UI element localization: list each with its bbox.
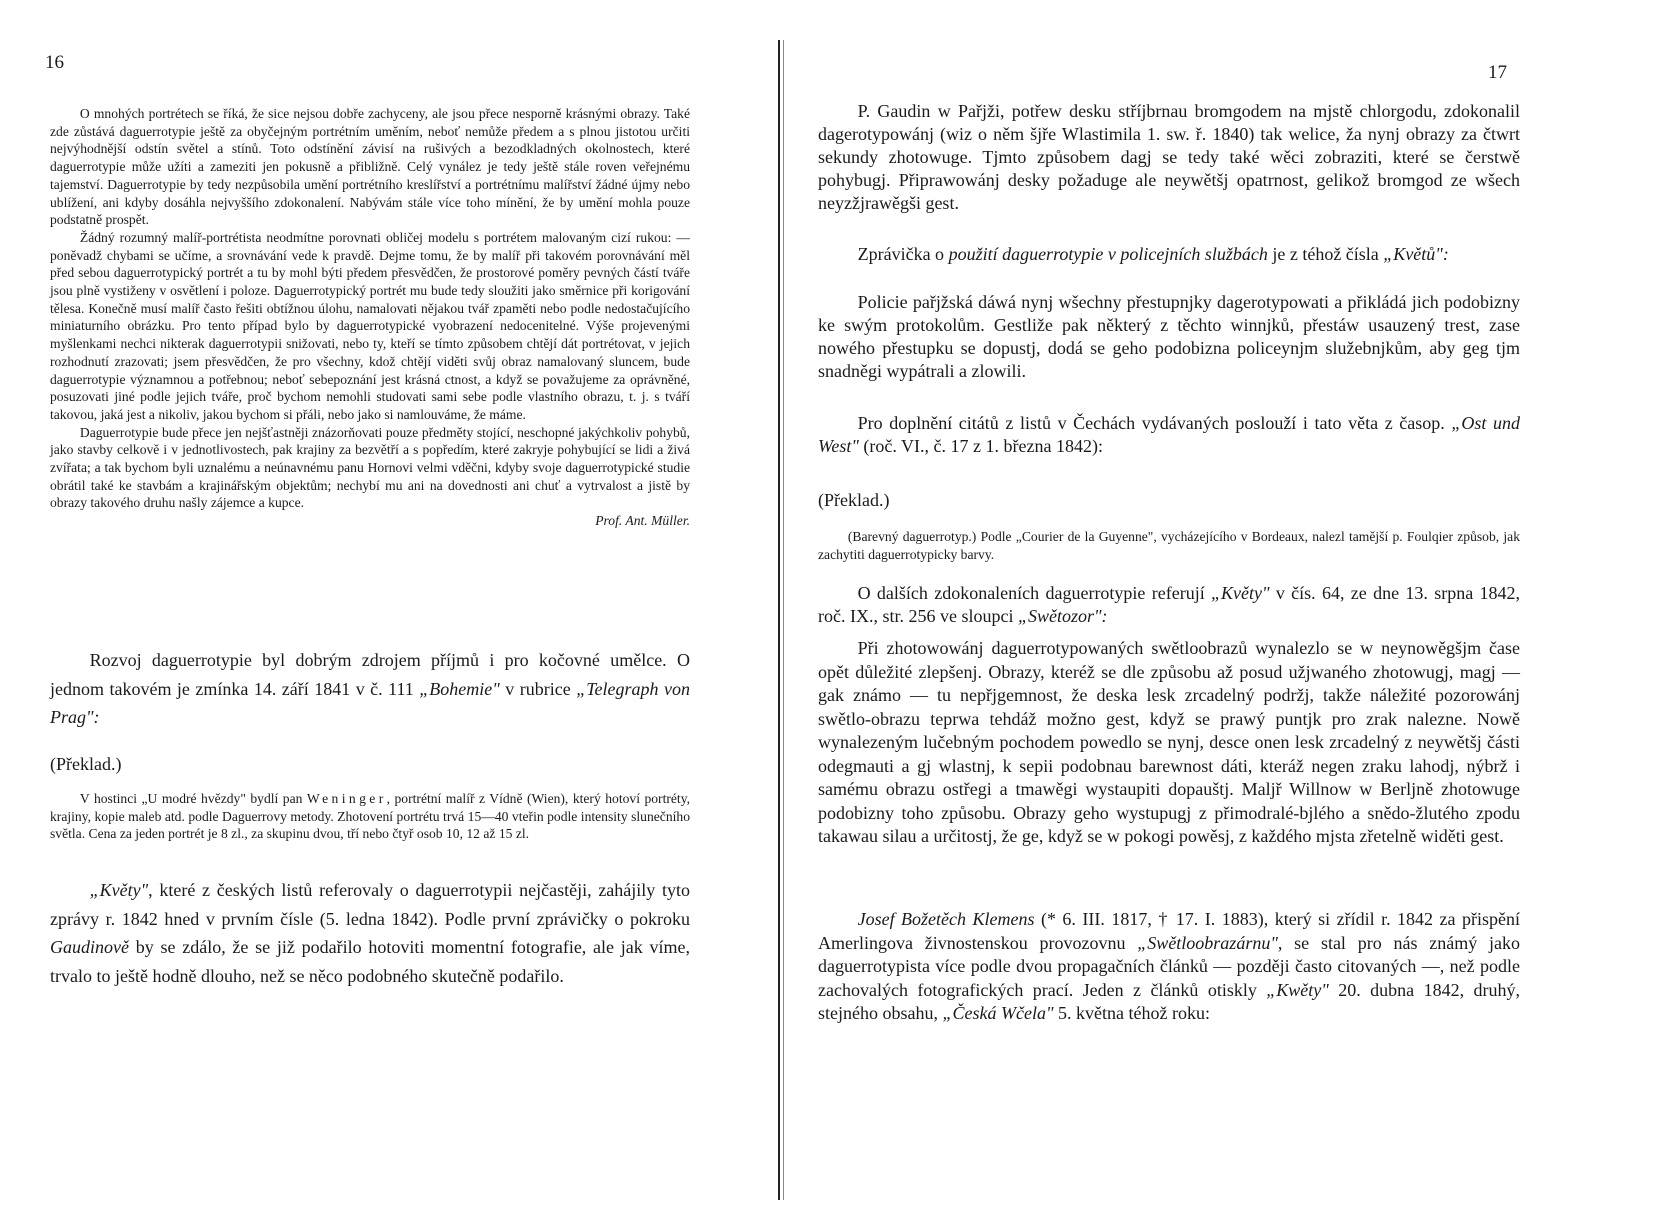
body-paragraph: „Květy", které z českých listů referovaly o daguerrotypii nejčastěji, zahájily tyto zprávy r. 1842 hned v prvním čísle (5. ledna 1842). Podle první zprávičky o pokroku Gaudinově by se zdálo, že se již podařilo hotoviti momentní fotografie, ale jak víme, trvalo to ještě hodně dlouho, než se něco podobného skutečně podařilo. [50,880,690,986]
quote-paragraph: Daguerrotypie bude přece jen nejšťastněji znázorňovati pouze předměty stojící, neschopné jakýchkoliv pohybů, jako stavby celkově i v jednotlivostech, pak krajiny za bezvětří a s popředím, které zakryje pohybující se lidi a živá zvířata; a tak bychom byli uznalému a neúnavnému panu Hornovi velmi vděčni, kdyby svoje daguerrotypické studie obrátil také ke stavbám a krajinářským objektům; nechybí mu ani na dovednosti ani chuť a vytrvalost a jistě by obrazy takového druhu našly zájemce a kupce. [50,424,690,511]
quote-paragraph-swetozor: Při zhotowowánj daguerrotypowaných swětloobrazů wynalezlo se w neynowěgšjm čase opět důležité zlepšenj. Obrazy, kteréž se dle způsobu až posud užjwaného zhotowugj, magj — gak známo — tu nepřjgemnost, že deska lesk zrcadelný podržj, takže náležité pozorowánj swětlo-obrazu teprwa tehdáž možno gest, když se prawý puntjk pro zrak nalezne. Nowě wynalezeným lučebným pochodem powedlo se nynj, desce onen lesk zrcadelný z neywětšj části odegmauti a gj wlastnj, k sepii podobnau barewnost dáti, kteráž negen zraku lahodj, nýbrž i samému obrazu ostřegi a tmawěgi wystaupiti dopauštj. Maljř Willnow w Berljně zhotowuge podobizny toho způsobu. Obrazy geho wystupugj z přimodralé-bjlého a snědo-žlutého zpodu takawau silau a určitostj, že ge, když se w pokogi powěsj, z každého mjsta zřetelně widěti gest. [818,638,1520,846]
body-paragraph: Pro doplnění citátů z listů v Čechách vydávaných poslouží i tato věta z časop. „Ost und West" (roč. VI., č. 17 z 1. března 1842): [818,413,1520,456]
quote-paragraph-police: Policie pařjžská dáwá nynj wšechny přestupnjky dagerotypowati a přikládá jich podobizny ke swým protokolům. Gestliže pak některý z těchto winnjků, přestáw usauzený trest, zase nowého přestupku se dopustj, dodá se geho podobizna policeynjm služebnjkům, aby geg tjm snadněgi wypátrali a zlowili. [818,292,1520,381]
body-paragraph: O dalších zdokonaleních daguerrotypie referují „Květy" v čís. 64, ze dne 13. srpna 1842, roč. IX., str. 256 ve sloupci „Swětozor": [818,583,1520,626]
left-page [0,0,790,1211]
quote-signature: Prof. Ant. Müller. [595,513,690,529]
translation-block: V hostinci „U modré hvězdy" bydlí pan Weninger, portrétní malíř z Vídně (Wien), který hotoví portréty, krajiny, kopie maleb atd. podle Daguerrovy metody. Zhotovení portrétu trvá 15—40 vteřin podle intensity slunečního světla. Cena za jeden portrét je 8 zl., za skupinu dvou, tří nebo čtyř osob 10, 12 až 15 zl. [50,791,691,842]
translation-heading: (Překlad.) [818,490,890,510]
page-gutter [778,40,780,1200]
page-number-right: 17 [1488,62,1507,83]
quote-paragraph: Žádný rozumný malíř-portrétista neodmítne porovnati obličej modelu s portrétem malovaným cizí rukou: — poněvadž chybami se učíme, a srovnávání vede k pravdě. Dejme tomu, že by malíř při takovém porovnávání měl před sebou daguerrotypický portrét a tu by mohl býti předem přesvědčen, že prostorové poměry pevných částí tváře jsou plně vystiženy v osvětlení i poloze. Daguerrotypický portrét mu bude tedy sloužiti jako směrnice při korigování tělesa. Konečně musí malíř často řešiti obtížnou úlohu, namalovati nějakou tvář zpaměti nebo podle nedostačujícího miniaturního obrázku. Pro tento případ bylo by daguerrotypické vyobrazení nedocenitelné. Výše projevenými myšlenkami nechci nikterak daguerrotypii snižovati, nebo ty, kteří se tímto způsobem chtějí dát portrétovat, v jejich rozhodnutí zrazovati; jsem přesvědčen, že pro všechny, kdož chtějí viděti svůj obraz namalovaný sluncem, bude daguerrotypie významnou a potřebnou; neboť sebepoznání jest krásná ctnost, a když se považujeme za oprávněné, posuzovati jiné podle jejich tváře, proč bychom nemohli studovati sami sebe podle vlastního obrazu, t. j. s tváří takovou, jaká jest a nikoliv, jakou bychom si přáli, nebo jako si namlouváme, že máme. [50,229,690,422]
body-paragraph: Rozvoj daguerrotypie byl dobrým zdrojem příjmů i pro kočovné umělce. O jednom takovém je zmínka 14. září 1841 v č. 111 „Bohemie" v rubrice „Telegraph von Prag": [50,650,690,727]
quote-block [50,105,690,530]
quote-paragraph: O mnohých portrétech se říká, že sice nejsou dobře zachyceny, ale jsou přece nesporně krásnými obrazy. Také zde zůstává daguerrotypie ještě za obyčejným portrétním uměním, neboť nemůže předem a s plnou jistotou určiti nejvýhodnější odstín světel a stínů. Toto odstínění závisí na rušivých a bezodkladných okolnostech, které daguerrotypie může užíti a zameziti jen pokusně a přibližně. Celý vynález je tedy ještě stále roven veřejnému tajemství. Daguerrotypie by tedy nezpůsobila umění portrétního kreslířství a portrétnímu malířství žádné újmy nebo ublížení, ani kdyby dosáhla nejvyššího zdokonalení. Nabývám stále více toho mínění, že by umění mohla pouze podstatně prospět. [50,106,690,228]
page-number-left: 16 [45,52,64,73]
body-paragraph: Zprávička o použití daguerrotypie v policejních službách je z téhož čísla „Květů": [857,244,1449,264]
translation-block: (Barevný daguerrotyp.) Podle „Courier de la Guyenne", vycházejícího v Bordeaux, nalezl tamější p. Foulqier způsob, jak zachytiti daguerrotypicky barvy. [818,529,1520,562]
body-paragraph: Josef Božetěch Klemens (* 6. III. 1817, † 17. I. 1883), který si zřídil r. 1842 za přispění Amerlingova živnostenskou provozovnu „Swětloobrazárnu", se stal pro nás známý jako daguerrotypista více podle dvou propagačních článků — později často citovaných —, než podle zachovalých fotografických prací. Jeden z článků otiskly „Kwěty" 20. dubna 1842, druhý, stejného obsahu, „Česká Wčela" 5. května téhož roku: [818,909,1521,1023]
right-page [790,0,1665,1211]
page-gutter-shadow [783,40,784,1200]
quote-paragraph-gaudin: P. Gaudin w Pařjži, potřew desku stříjbrnau bromgodem na mjstě chlorgodu, zdokonalil dagerotypowánj (wiz o něm šjře Wlastimila 1. sw. ř. 1840) tak welice, ža nynj obrazy za čtwrt sekundy zhotowuge. Tjmto způsobem dagj se tedy také wěci zobraziti, které se čerstwě pohybugj. Připrawowánj desky požaduge ale neywětšj opatrnost, gelikož bromgod ze wšech neyzžjrawěgši gest. [818,101,1520,213]
translation-heading: (Překlad.) [50,754,122,774]
